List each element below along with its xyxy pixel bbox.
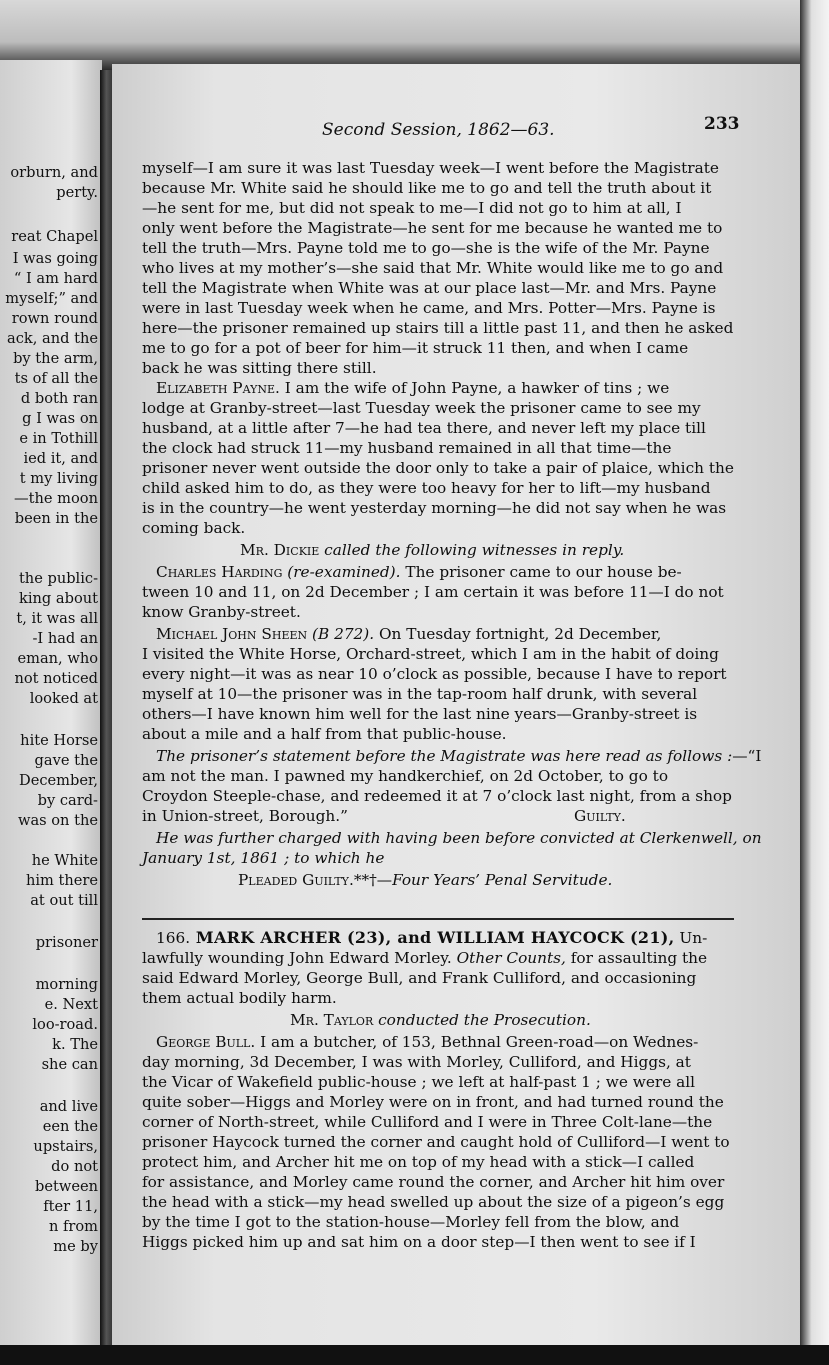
text-line [142,378,802,398]
witness-name: George Bull. [156,1033,256,1051]
text-line: January 1st, 1861 ; to which he [142,849,385,867]
text-line: husband, at a little after 7—he had tea there, and never left my place till [142,419,706,437]
charge-text: lawfully wounding John Edward Morley. [142,949,452,967]
witness-note: (B 272). [307,625,375,643]
left-fragment: been in the [14,510,98,527]
statement-text: —“I [732,747,762,765]
text-line: here—the prisoner remained up stairs till a little past 11, and then he asked [142,319,734,337]
left-fragment: reat Chapel [11,228,98,245]
text-line: the head with a stick—my head swelled up about the size of a pigeon’s egg [142,1193,725,1211]
sentence: Four Years’ Penal Servitude. [392,871,613,889]
text-line: Croydon Steeple-chase, and redeemed it at 7 o’clock last night, from a shop [142,787,732,805]
left-fragment: December, [19,772,98,789]
text-line: who lives at my mother’s—she said that Mr. White would like me to go and [142,259,724,277]
text-line: prisoner Haycock turned the corner and caught hold of Culliford—I went to [142,1133,730,1151]
case-number: 166. [156,929,191,947]
main-page [112,64,802,1346]
plea: Pleaded Guilty. [238,871,354,889]
left-fragment: g I was on [22,410,98,427]
charge-text: for assaulting the [565,949,708,967]
text-line: others—I have known him well for the last nine years—Granby-street is [142,705,698,723]
left-fragment: myself;” and [5,290,98,307]
text-line: them actual bodily harm. [142,989,337,1007]
left-fragment: the public- [18,570,98,587]
text-line: back he was sitting there still. [142,359,377,377]
left-fragment: at out till [30,892,98,909]
left-fragment: by the arm, [13,350,98,367]
case-divider-rule [142,918,734,920]
left-fragment: —the moon [14,490,98,507]
left-fragment: I was going [12,250,98,267]
statement-intro: The prisoner’s statement before the Magistrate was here read as follows : [156,747,733,765]
text-line: coming back. [142,519,246,537]
left-fragment: perty. [56,184,98,201]
left-fragment: -I had an [32,630,98,647]
text-line: am not the man. I pawned my handkerchief, on 2d October, to go to [142,767,669,785]
page-header [112,114,740,144]
text-line: tell the Magistrate when White was at our place last—Mr. and Mrs. Payne [142,279,717,297]
text-line: myself—I am sure it was last Tuesday week—I went before the Magistrate [142,159,719,177]
witness-name: Michael John Sheen [156,625,308,643]
text-line: —he sent for me, but did not speak to me—I did not go to him at all, I [142,199,682,217]
text-line: tween 10 and 11, on 2d December ; I am certain it was before 11—I do not [142,583,724,601]
left-fragment: fter 11, [43,1198,98,1215]
session-title: Second Session, 1862—63. [322,120,555,140]
left-fragment: him there [25,872,98,889]
text-line: because Mr. White said he should like me to go and tell the truth about it [142,179,712,197]
text-line [240,540,760,560]
left-fragment: e in Tothill [19,430,98,447]
left-fragment: king about [19,590,98,607]
left-fragment: between [34,1178,98,1195]
statement-text: in Union-street, Borough.” [142,807,348,825]
text-line: know Granby-street. [142,603,301,621]
text-line: corner of North-street, while Culliford and I were in Three Colt-lane—the [142,1113,713,1131]
counsel-name: Mr. Dickie [240,541,320,559]
left-fragment: by card- [37,792,98,809]
testimony-text: I am the wife of John Payne, a hawker of tins ; we [279,379,670,397]
witness-name: Elizabeth Payne. [156,379,280,397]
text-line [142,1032,802,1052]
left-fragment: loo-road. [32,1016,98,1033]
scan-bottom-edge [0,1345,829,1365]
left-fragment: e. Next [44,996,98,1013]
left-fragment: was on the [17,812,98,829]
text-line: about a mile and a half from that public-house. [142,725,507,743]
testimony-text: I am a butcher, of 153, Bethnal Green-road—on Wednes- [255,1033,699,1051]
left-fragment: ack, and the [7,330,98,347]
text-line [290,1010,770,1030]
left-fragment: orburn, and [10,164,98,181]
testimony-text: On Tuesday fortnight, 2d December, [374,625,662,643]
text-line: prisoner never went outside the door only to take a pair of plaice, which the [142,459,734,477]
text-line: tell the truth—Mrs. Payne told me to go—she is the wife of the Mr. Payne [142,239,710,257]
text-line: every night—it was as near 10 o’clock as possible, because I have to report [142,665,727,683]
left-fragment: n from [48,1218,98,1235]
footnote-mark: **†— [353,871,393,889]
text-line: lodge at Granby-street—last Tuesday week the prisoner came to see my [142,399,701,417]
text-line: by the time I got to the station-house—Morley fell from the blow, and [142,1213,680,1231]
left-fragment: looked at [29,690,98,707]
left-fragment: een the [42,1118,98,1135]
text-line [142,562,802,582]
scan-right-edge [800,0,829,1365]
text-line: child asked him to do, as they were too heavy for her to lift—my husband [142,479,711,497]
left-fragment: “ I am hard [13,270,98,287]
text-line [142,948,802,968]
left-fragment: upstairs, [33,1138,98,1155]
left-facing-page [0,60,102,1360]
testimony-text: The prisoner came to our house be- [400,563,682,581]
left-fragment: d both ran [20,390,98,407]
text-line [142,806,802,826]
text-line: only went before the Magistrate—he sent for me because he wanted me to [142,219,723,237]
left-fragment: do not [51,1158,98,1175]
scan-top-margin [0,0,829,70]
left-fragment: hite Horse [20,732,98,749]
text-line: I visited the White Horse, Orchard-street, which I am in the habit of doing [142,645,719,663]
defendant-names: MARK ARCHER (23), and WILLIAM HAYCOCK (21), [190,928,675,947]
text-line [142,624,802,644]
left-fragment: rown round [11,310,98,327]
left-fragment: ied it, and [23,450,98,467]
left-fragment: not noticed [14,670,98,687]
text-line: said Edward Morley, George Bull, and Frank Culliford, and occasioning [142,969,697,987]
text-line: quite sober—Higgs and Morley were on in front, and had turned round the [142,1093,724,1111]
counsel-name: Mr. Taylor [290,1011,374,1029]
text-line: day morning, 3d December, I was with Morley, Culliford, and Higgs, at [142,1053,691,1071]
left-fragment: t, it was all [16,610,98,627]
text-line: protect him, and Archer hit me on top of my head with a stick—I called [142,1153,695,1171]
left-fragment: he White [31,852,98,869]
left-fragment: morning [35,976,98,993]
text-line: Higgs picked him up and sat him on a door step—I then went to see if I [142,1233,696,1251]
text-line: me to go for a pot of beer for him—it struck 11 then, and when I came [142,339,689,357]
text-line: is in the country—he went yesterday morning—he did not say when he was [142,499,727,517]
text-line: for assistance, and Morley came round the corner, and Archer hit him over [142,1173,725,1191]
left-fragment: eman, who [17,650,98,667]
counsel-note: conducted the Prosecution. [373,1011,591,1029]
text-line: myself at 10—the prisoner was in the tap-room half drunk, with several [142,685,698,703]
text-line: were in last Tuesday week when he came, and Mrs. Potter—Mrs. Payne is [142,299,716,317]
page-number: 233 [704,114,740,134]
left-fragment: and live [39,1098,98,1115]
witness-name: Charles Harding [156,563,283,581]
text-line: the Vicar of Wakefield public-house ; we left at half-past 1 ; we were all [142,1073,696,1091]
left-fragment: t my living [19,470,98,487]
text-line [142,746,802,766]
left-fragment: ts of all the [14,370,98,387]
witness-note: (re-examined). [282,563,401,581]
left-fragment: she can [41,1056,98,1073]
other-counts: Other Counts, [451,949,566,967]
left-fragment: k. The [52,1036,98,1053]
text-line: the clock had struck 11—my husband remained in all that time—the [142,439,672,457]
charge-text: Un- [674,929,708,947]
counsel-note: called the following witnesses in reply. [319,541,625,559]
left-fragment: prisoner [35,934,98,951]
left-fragment: me by [53,1238,98,1255]
text-line [142,928,802,948]
verdict: Guilty. [574,807,626,825]
left-fragment: gave the [34,752,98,769]
text-line [142,870,802,890]
text-line: He was further charged with having been before convicted at Clerkenwell, on [156,829,762,847]
